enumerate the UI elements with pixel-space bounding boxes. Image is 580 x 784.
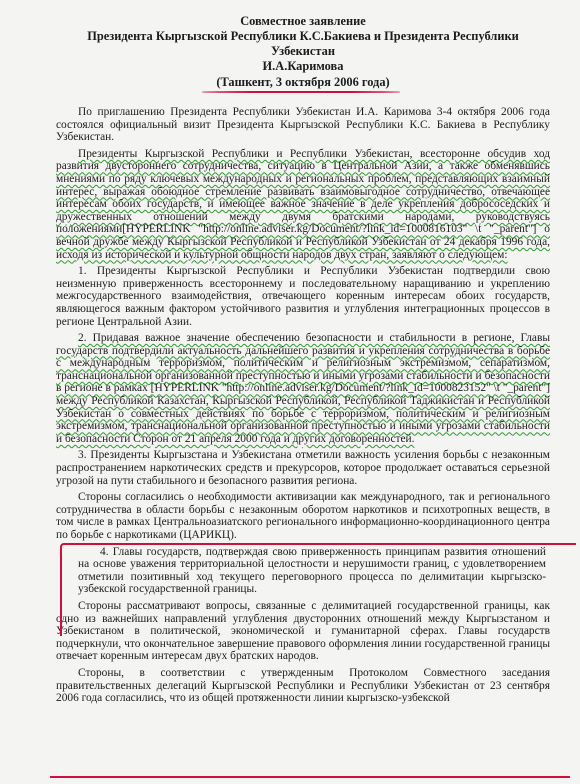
title-line-1: Совместное заявление <box>240 14 366 28</box>
paragraph-narcotics: Стороны согласились о необходимости активизации как международного, так и регионального сотрудничества в области борьбы с незаконным оборотом наркотиков и психотропных веществ, в том числе в рамках Центральноазиатского регионального информационно-координационного центра по борьбе с наркотиками (ЦАРИКЦ). <box>56 491 550 541</box>
paragraph-preamble: Президенты Кыргызской Республики и Республики Узбекистан, всесторонне обсудив ход развития двустороннего сотрудничества, ситуацию в Центральной Азии, а также обменявшись мнениями по ряду ключевых международных и региональных проблем, представляющих взаимный интерес, выражая обоюдное стремление развивать взаимовыгодное сотрудничество, отвечающее интересам обоих государств, и имеющее важное значение в деле укрепления добрососедских и дружественных отношений между двумя братскими народами, руководствуясь положениями[HYPERLINK "http://online.adviser.kg/Document/?link_id=1000816103" \t "_parent"] о вечной дружбе между Кыргызской Республикой и Республикой Узбекистан от 24 декабря 1996 года, исходя из исторической и культурной общности народов двух стран, заявляют о следующем: <box>56 147 550 261</box>
paragraph-item-4: 4. Главы государств, подтверждая свою приверженность принципам развития отношений на основе уважения территориальной целостности и нерушимости границ, с удовлетворением отметили позитивный ход текущего переговорного процесса по делимитации кыргызско-узбекской государственной границы. <box>56 546 550 596</box>
document-title <box>56 14 550 90</box>
title-line-3: И.А.Каримова <box>262 59 344 73</box>
paragraph-item-3: 3. Президенты Кыргызстана и Узбекистана отметили важность усиления борьбы с незаконным распространением наркотических средств и прекурсоров, которое продолжает оставаться серьезной угрозой на пути стабильного и безопасного развития региона. <box>56 449 550 487</box>
paragraph-item-1: 1. Президенты Кыргызской Республики и Республики Узбекистан подтвердили свою неизменную приверженность всестороннему и последовательному наращиванию и укреплению межгосударственного взаимодействия, отвечающего коренным интересам обоих государств, являющегося важным фактором устойчивого развития и углубления интеграционных процессов в регионе Центральной Азии. <box>56 265 550 328</box>
paragraph-item-2: 2. Придавая важное значение обеспечению безопасности и стабильности в регионе, Главы государств подтвердили актуальность дальнейшего развития и укрепления сотрудничества в борьбе с международным терроризмом, политическим и религиозным экстремизмом, сепаратизмом, транснациональной организованной преступностью и иными угрозами стабильности и безопасности в регионе в рамках [HYPERLINK "http://online.adviser.kg/Document/?link_id=1000823152" \t "_parent"] между Республикой Казахстан, Кыргызской Республикой, Республикой Таджикистан и Республикой Узбекистан о совместных действиях по борьбе с терроризмом, политическим и религиозным экстремизмом, транснациональной организованной преступностью и иными угрозами стабильности и безопасности Сторон от 21 апреля 2000 года и других договоренностей. <box>56 332 550 445</box>
title-line-2: Президента Кыргызской Республики К.С.Бакиева и Президента Республики Узбекистан <box>87 29 519 58</box>
red-annotation-line <box>50 776 570 778</box>
title-date-place: (Ташкент, 3 октября 2006 года) <box>216 75 390 89</box>
paragraph-protocol: Стороны, в соответствии с утвержденным Протоколом Совместного заседания правительственных делегаций Кыргызской Республики и Республики Узбекистан от 23 сентября 2006 года согласились, что из общей протяженности линии кыргызско-узбекской <box>56 666 550 705</box>
paragraph-delimitation: Стороны рассматривают вопросы, связанные с делимитацией государственной границы, как одно из важнейших направлений углубления двусторонних отношений между Кыргызстаном и Узбекистаном в политической, экономической и гуманитарной сферах. Главы государств подчеркнули, что окончательное завершение правового оформления линии государственной границы отвечает коренным интересам двух братских народов. <box>56 599 550 663</box>
document-body <box>56 106 550 705</box>
paragraph-intro: По приглашению Президента Республики Узбекистан И.А. Каримова 3-4 октября 2006 года состоялся официальный визит Президента Кыргызской Республики К.С. Бакиева в Республику Узбекистан. <box>56 106 550 144</box>
